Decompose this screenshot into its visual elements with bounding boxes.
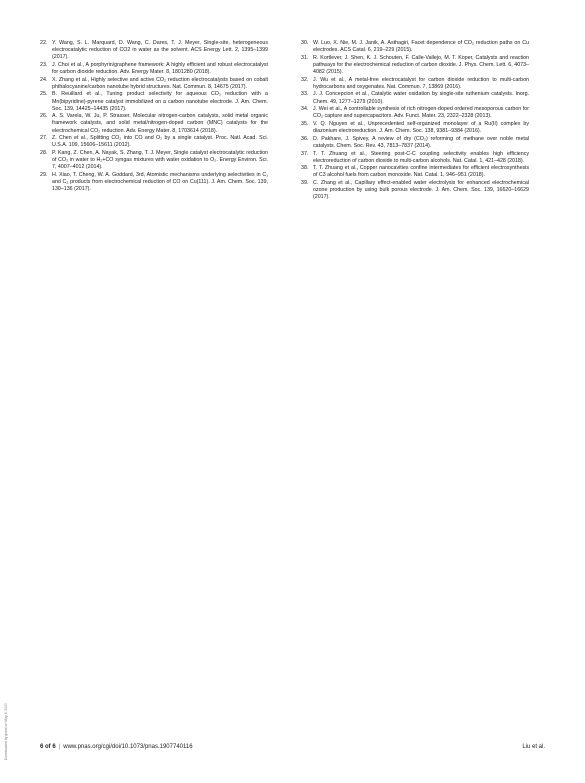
reference-number: 28. <box>40 149 48 156</box>
reference-text: J. J. Concepcion et al., Catalytic water oxidation by single-site ruthenium catalysts. Inorg. Chem. 49, 1277–1279 (2010). <box>313 91 529 105</box>
reference-text: X. Zhang et al., Highly selective and active CO₂ reduction electrocatalysts based on cobalt phthalocyanine/carbon nanotube hybrid structures. Nat. Commun. 8, 14675 (2017). <box>52 76 268 90</box>
reference-item <box>301 180 529 201</box>
reference-item <box>301 151 529 165</box>
reference-text: T. T. Zhuang et al., Copper nanocavities confine intermediates for efficient electrosynthesis of C3 alcohol fuels from carbon monoxide. Nat. Catal. 1, 946–951 (2018). <box>313 165 529 179</box>
reference-item <box>301 121 529 135</box>
download-note: Downloaded by guest on May 4, 2020 <box>4 703 8 760</box>
reference-number: 32. <box>301 76 309 83</box>
reference-number: 25. <box>40 91 48 98</box>
reference-text: P. Kang, Z. Chen, A. Nayak, S. Zhang, T. J. Meyer, Single catalyst electrocatalytic reduction of CO₂ in water to H₂+CO syngas mixtures with water oxidation to O₂. Energy Environ. Sci. 7, 4007–4012 (2014). <box>52 149 268 171</box>
reference-number: 26. <box>40 113 48 120</box>
reference-number: 35. <box>301 121 309 127</box>
reference-item <box>301 55 529 76</box>
reference-item <box>40 40 268 61</box>
reference-number: 36. <box>301 135 309 142</box>
reference-item <box>40 113 268 134</box>
doi-link[interactable]: www.pnas.org/cgi/doi/10.1073/pnas.1907740116 <box>63 744 193 750</box>
reference-item <box>40 62 268 76</box>
reference-number: 22. <box>40 40 48 46</box>
reference-item <box>301 77 529 91</box>
reference-number: 37. <box>301 150 309 157</box>
reference-item <box>40 172 268 193</box>
reference-item <box>301 106 529 120</box>
reference-number: 27. <box>40 135 48 142</box>
reference-item <box>40 135 268 149</box>
page-footer-left <box>40 744 193 750</box>
reference-number: 24. <box>40 76 48 83</box>
reference-number: 31. <box>301 54 309 61</box>
reference-text: T. T. Zhuang et al., Steering post-C-C coupling selectivity enables high efficiency electroreduction of carbon dioxide to multi-carbon alcohols. Nat. Catal. 1, 421–428 (2018). <box>313 150 529 164</box>
reference-number: 38. <box>301 165 309 172</box>
reference-item <box>301 165 529 179</box>
reference-text: J. Wu et al., A metal-free electrocatalyst for carbon dioxide reduction to multi-carbon hydrocarbons and oxygenates. Nat. Commun. 7, 13869 (2016). <box>313 76 529 90</box>
reference-text: W. Luo, X. Nie, M. J. Janik, A. Asthagiri, Facet dependence of CO₂ reduction paths on Cu electrodes. ACS Catal. 6, 219–229 (2015). <box>313 40 529 54</box>
reference-number: 29. <box>40 171 48 178</box>
reference-number: 34. <box>301 106 309 113</box>
reference-text: Z. Chen et al., Splitting CO₂ into CO and O₂ by a single catalyst. Proc. Natl. Acad. Sci. U.S.A. 109, 15606–15611 (2012). <box>52 135 268 149</box>
reference-text: J. Wei et al., A controllable synthesis of rich nitrogen-doped ordered mesoporous carbon for CO₂ capture and supercapacitors. Adv. Funct. Mater. 23, 2322–2328 (2013). <box>313 106 529 120</box>
reference-number: 39. <box>301 180 309 187</box>
reference-number: 23. <box>40 61 48 68</box>
reference-number: 33. <box>301 91 309 98</box>
reference-item <box>301 40 529 54</box>
reference-item <box>301 91 529 105</box>
reference-text: C. Zhang et al., Capillary effect-enabled water electrolysis for enhanced electrochemical ozone production by using bulk porous electrode. J. Am. Chem. Soc. 139, 16620–16629 (2017). <box>313 180 529 201</box>
reference-text: B. Reuillard et al., Tuning product selectivity for aqueous CO₂ reduction with a Mn(bipyridine)-pyrene catalyst immobilized on a carbon nanotube electrode. J. Am. Chem. Soc. 139, 14425–14435 (2017). <box>52 91 268 112</box>
reference-list-left <box>40 40 268 193</box>
reference-item <box>301 136 529 150</box>
reference-number: 30. <box>301 40 309 46</box>
reference-item <box>40 91 268 112</box>
reference-item <box>40 77 268 91</box>
reference-text: V. Q. Nguyen et al., Unprecedented self-organized monolayer of a Ru(II) complex by diazonium electroreduction. J. Am. Chem. Soc. 138, 9381–9384 (2016). <box>313 121 529 135</box>
reference-item <box>40 150 268 171</box>
reference-text: J. Choi et al., A porphyrin/graphene framework: A highly efficient and robust electrocatalyst for carbon dioxide reduction. Adv. Energy Mater. 8, 1801280 (2018). <box>52 61 268 75</box>
page-number: 6 of 6 <box>40 744 56 750</box>
references-right-column <box>301 40 529 202</box>
reference-text: R. Kortlever, J. Shen, K. J. Schouten, F. Calle-Vallejo, M. T. Koper, Catalysts and reaction pathways for the electrochemical reduction of carbon dioxide. J. Phys. Chem. Lett. 6, 4073–4082 (2015). <box>313 54 529 75</box>
footer-authors: Liu et al. <box>522 744 545 750</box>
reference-list-right <box>301 40 529 201</box>
reference-text: Y. Wang, S. L. Marquard, D. Wang, C. Dares, T. J. Meyer, Single-site, heterogeneous electrocatalytic reduction of CO2 in water as the solvent. ACS Energy Lett. 2, 1395–1399 (2017). <box>52 40 268 61</box>
references-left-column <box>40 40 268 194</box>
reference-text: D. Pakhare, J. Spivey, A review of dry (CO₂) reforming of methane over noble metal catalysts. Chem. Soc. Rev. 43, 7813–7837 (2014). <box>313 135 529 149</box>
reference-text: H. Xiao, T. Cheng, W. A. Goddard, 3rd, Atomistic mechanisms underlying selectivities in C₁ and C₂ products from electrochemical reduction of CO on Cu(111). J. Am. Chem. Soc. 139, 130–136 (2017). <box>52 171 268 193</box>
footer-separator: | <box>58 744 61 750</box>
reference-text: A. S. Varela, W. Ju, P. Strasser, Molecular nitrogen-carbon catalysts, solid metal organic framework catalysts, and solid metal/nitrogen-doped carbon (MNC) catalysts for the electrochemical CO₂ reduction. Adv. Energy Mater. 8, 1703614 (2018). <box>52 113 268 134</box>
